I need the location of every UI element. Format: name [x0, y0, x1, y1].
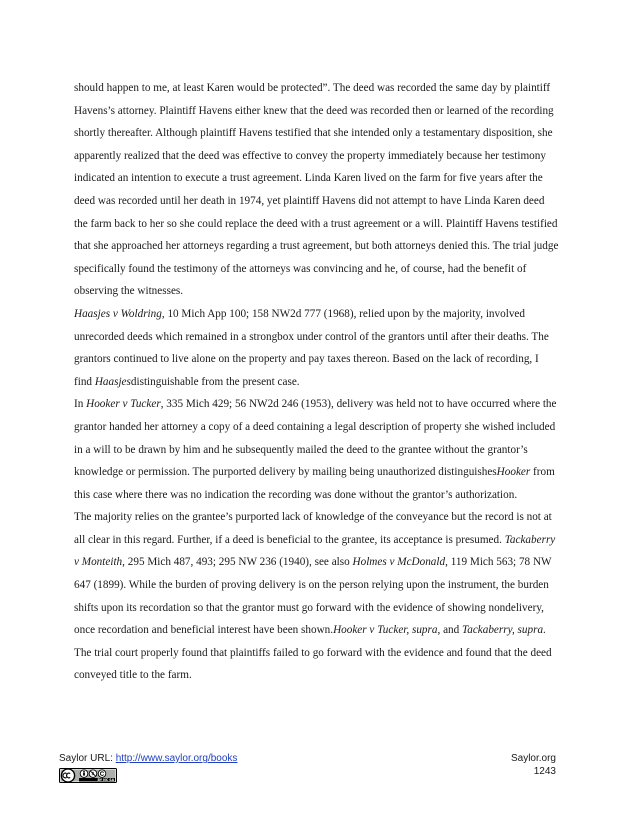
- text-run: distinguishable from the present case.: [130, 375, 300, 388]
- text-run: , 10 Mich App 100; 158 NW2d 777 (1968), relied upon by the majority, involved unrecorded deeds which remained in a strongbox under control of the grantors until after their deaths. The grantors continued to live alone on the property and pay taxes thereon. Based on the lack of recording, I find: [74, 307, 549, 388]
- footer-source: [59, 752, 237, 765]
- cc-badge-text: BY NC SA: [97, 777, 115, 782]
- text-run: , and: [437, 624, 463, 637]
- body-paragraph: [74, 393, 559, 506]
- text-run: , 295 Mich 487, 493; 295 NW 236 (1940), see also: [122, 556, 353, 569]
- case-citation: Tackaberry v Monteith: [74, 533, 556, 569]
- body-paragraph: [74, 506, 559, 687]
- case-citation: Hooker: [496, 466, 531, 479]
- footer-url-link[interactable]: http://www.saylor.org/books: [115, 753, 238, 764]
- page-footer: [59, 752, 556, 792]
- text-run: The majority relies on the grantee’s purported lack of knowledge of the conveyance but the record is not at all clear in this regard. Further, if a deed is beneficial to the grantee, its acceptance is presumed.: [74, 511, 552, 546]
- text-run: , 119 Mich 563; 78 NW 647 (1899). While the burden of proving delivery is on the person relying upon the instrument, the burden shifts upon its recordation so that the grantor must go forward with the evidence of showing nondelivery, once recordation and beneficial interest have been shown.: [74, 556, 552, 637]
- page-number: 1243: [533, 766, 556, 777]
- text-run: In: [74, 398, 87, 411]
- case-citation: Hooker v Tucker: [86, 398, 161, 411]
- case-citation: Holmes v McDonald: [352, 556, 446, 569]
- text-run: , 335 Mich 429; 56 NW2d 246 (1953), delivery was held not to have occurred where the grantor handed her attorney a copy of a deed containing a legal description of property she wished included in a will to be drawn by him and he subsequently mailed the deed to the grantee without the grantor’s knowledge or permission. The purported delivery by mailing being unauthorized distinguishes: [74, 398, 557, 479]
- case-citation: Hooker v Tucker, supra: [333, 624, 438, 637]
- cc-by-nc-sa-badge-icon: [59, 768, 117, 783]
- footer-url-label: Saylor URL:: [59, 753, 116, 764]
- case-citation: Haasjes v Woldring: [74, 307, 162, 320]
- body-text: [74, 77, 559, 687]
- case-citation: Tackaberry, supra: [462, 624, 544, 637]
- text-run: should happen to me, at least Karen would be protected”. The deed was recorded the same day by plaintiff Havens’s attorney. Plaintiff Havens either knew that the deed was recorded then or learned of the recording shortly thereafter. Although plaintiff Havens testified that she intended only a testamentary disposition, she apparently realized that the deed was effective to convey the property immediately because her testimony indicated an intention to execute a trust agreement. Linda Karen lived on the farm for five years after the deed was recorded until her death in 1974, yet plaintiff Havens did not attempt to have Linda Karen deed the farm back to her so she could replace the deed with a trust agreement or a will. Plaintiff Havens testified that she approached her attorneys regarding a trust agreement, but both attorneys denied this. The trial judge specifically found the testimony of the attorneys was convincing and he, of course, had the benefit of observing the witnesses.: [74, 82, 559, 298]
- case-citation: Haasjes: [94, 375, 131, 388]
- text-run: from this case where there was no indication the recording was done without the grantor’s authorization.: [74, 466, 555, 501]
- footer-publisher: Saylor.org: [510, 753, 556, 764]
- body-paragraph: [74, 303, 559, 393]
- text-run: . The trial court properly found that plaintiffs failed to go forward with the evidence and found that the deed conveyed title to the farm.: [74, 624, 552, 682]
- footer-publisher-block: [511, 752, 556, 778]
- body-paragraph: [74, 77, 559, 303]
